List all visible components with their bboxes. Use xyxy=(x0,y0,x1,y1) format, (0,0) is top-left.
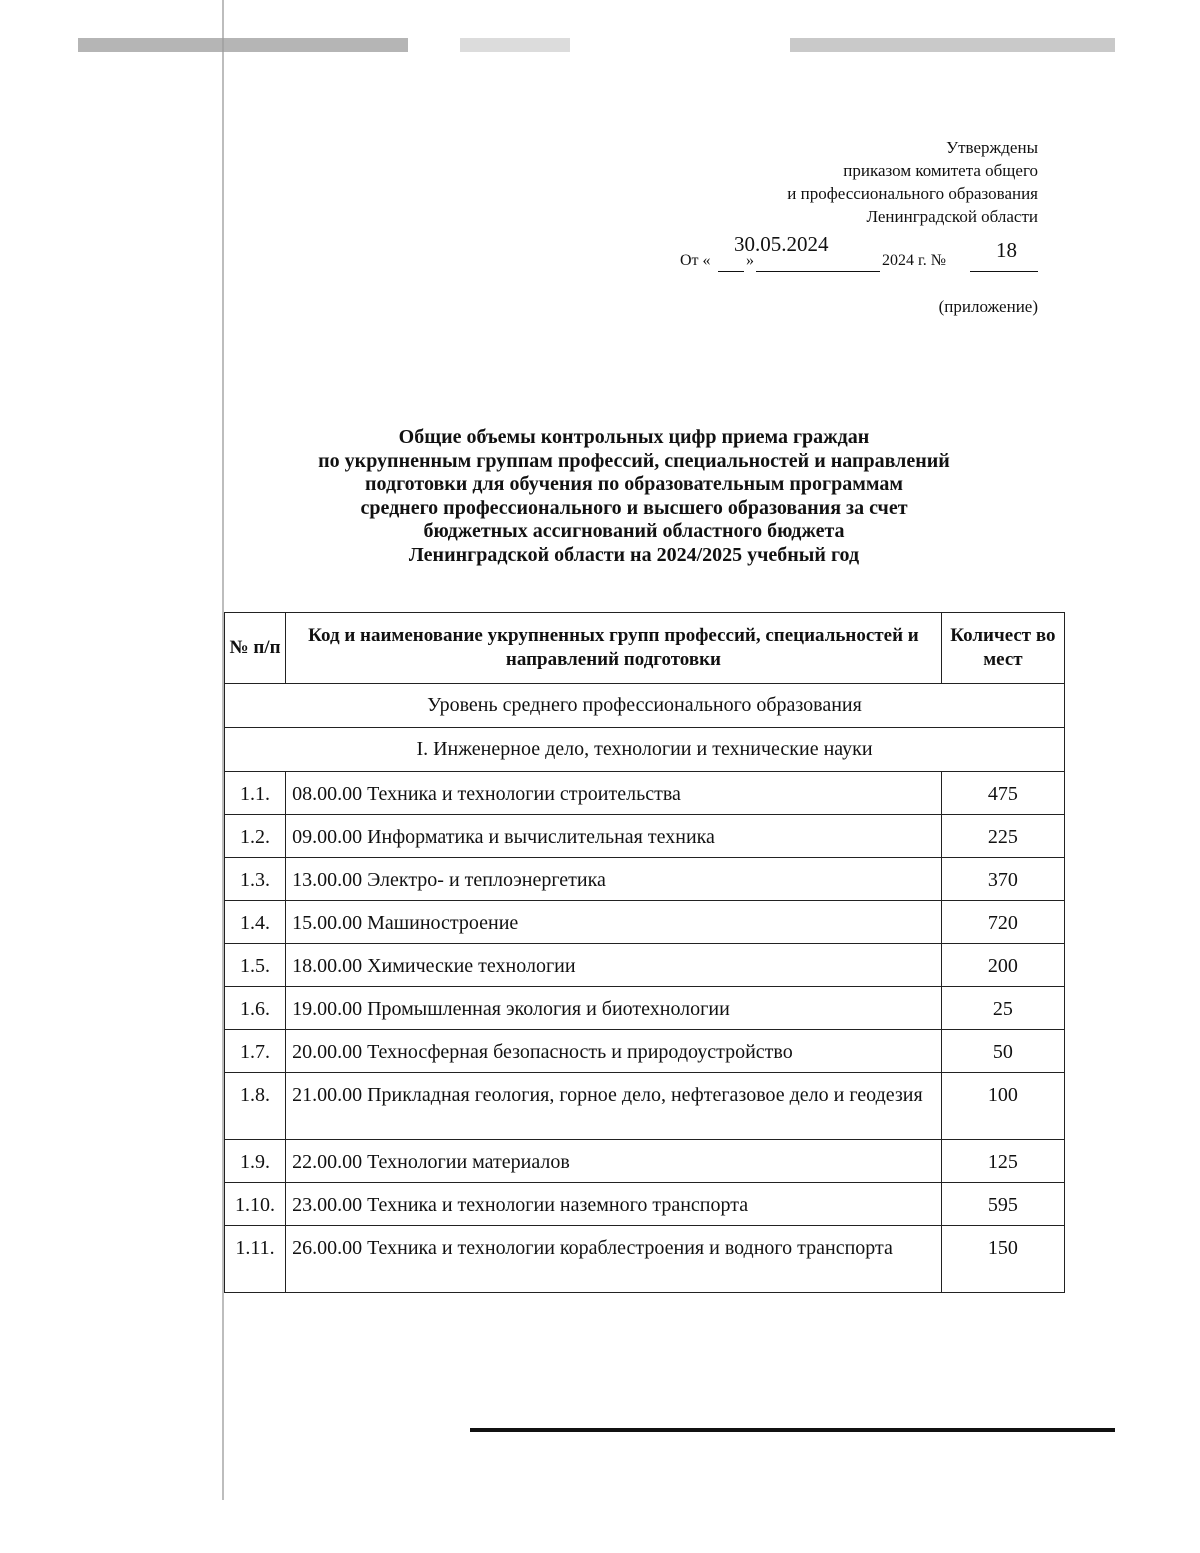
title-line: среднего профессионального и высшего образования за счет xyxy=(360,496,908,519)
admission-table xyxy=(224,612,1065,1293)
approval-line: приказом комитета общего xyxy=(843,161,1038,180)
title-line: Ленинградской области на 2024/2025 учебный год xyxy=(408,543,860,566)
level-heading: Уровень среднего профессионального образования xyxy=(225,684,1065,728)
row-number: 1.10. xyxy=(225,1183,286,1226)
section-row xyxy=(225,728,1065,772)
approval-line: и профессионального образования xyxy=(787,184,1038,203)
appendix-label: (приложение) xyxy=(938,297,1038,316)
row-quantity: 200 xyxy=(941,944,1064,987)
row-name: 18.00.00 Химические технологии xyxy=(286,944,942,987)
row-name: 23.00.00 Техника и технологии наземного транспорта xyxy=(286,1183,942,1226)
table-row xyxy=(225,987,1065,1030)
table-row xyxy=(225,1183,1065,1226)
row-name: 08.00.00 Техника и технологии строительства xyxy=(286,772,942,815)
title-line: подготовки для обучения по образовательным программам xyxy=(365,473,903,495)
row-quantity: 25 xyxy=(941,987,1064,1030)
row-quantity: 125 xyxy=(941,1140,1064,1183)
scan-artifact-top xyxy=(460,38,570,52)
row-number: 1.3. xyxy=(225,858,286,901)
table-row xyxy=(225,1226,1065,1293)
row-number: 1.1. xyxy=(225,772,286,815)
order-year: 2024 г. № xyxy=(882,252,947,269)
level-row xyxy=(225,684,1065,728)
row-name: 15.00.00 Машиностроение xyxy=(286,901,942,944)
row-name: 20.00.00 Техносферная безопасность и природоустройство xyxy=(286,1030,942,1073)
row-quantity: 50 xyxy=(941,1030,1064,1073)
row-number: 1.2. xyxy=(225,815,286,858)
title-line: Общие объемы контрольных цифр приема граждан xyxy=(398,426,870,448)
table-row xyxy=(225,944,1065,987)
scan-artifact-top xyxy=(78,38,408,52)
handwritten-number: 18 xyxy=(996,238,1017,262)
row-number: 1.6. xyxy=(225,987,286,1030)
scan-artifact-bottom xyxy=(470,1428,1115,1432)
row-quantity: 475 xyxy=(941,772,1064,815)
approval-line: Утверждены xyxy=(946,138,1038,157)
row-number: 1.5. xyxy=(225,944,286,987)
table-row xyxy=(225,858,1065,901)
row-quantity: 225 xyxy=(941,815,1064,858)
row-quantity: 100 xyxy=(941,1073,1064,1140)
title-line: бюджетных ассигнований областного бюджета xyxy=(423,520,845,542)
approval-line: Ленинградской области xyxy=(866,207,1038,226)
table-row xyxy=(225,1030,1065,1073)
header-num: № п/п xyxy=(225,613,286,684)
row-name: 22.00.00 Технологии материалов xyxy=(286,1140,942,1183)
approval-block xyxy=(787,136,1038,228)
scan-artifact-top xyxy=(790,38,1115,52)
section-heading: I. Инженерное дело, технологии и технические науки xyxy=(225,728,1065,772)
table-header-row xyxy=(225,613,1065,684)
order-underline xyxy=(970,271,1038,272)
row-number: 1.8. xyxy=(225,1073,286,1140)
row-number: 1.4. xyxy=(225,901,286,944)
order-line xyxy=(680,232,1040,274)
table-row xyxy=(225,815,1065,858)
row-quantity: 150 xyxy=(941,1226,1064,1293)
row-name: 19.00.00 Промышленная экология и биотехнологии xyxy=(286,987,942,1030)
order-underline xyxy=(718,271,744,272)
header-qty: Количест во мест xyxy=(941,613,1064,684)
table-row xyxy=(225,901,1065,944)
handwritten-date: 30.05.2024 xyxy=(734,232,829,256)
row-number: 1.9. xyxy=(225,1140,286,1183)
order-prefix: От « xyxy=(680,252,711,269)
table-row xyxy=(225,772,1065,815)
document-title xyxy=(224,426,1044,567)
header-name: Код и наименование укрупненных групп профессий, специальностей и направлений подготовки xyxy=(286,613,942,684)
row-quantity: 720 xyxy=(941,901,1064,944)
order-quote-close: » xyxy=(746,252,754,269)
title-line: по укрупненным группам профессий, специальностей и направлений xyxy=(318,449,950,472)
row-name: 13.00.00 Электро- и теплоэнергетика xyxy=(286,858,942,901)
row-quantity: 370 xyxy=(941,858,1064,901)
row-number: 1.11. xyxy=(225,1226,286,1293)
row-name: 21.00.00 Прикладная геология, горное дело, нефтегазовое дело и геодезия xyxy=(286,1073,942,1140)
table-row xyxy=(225,1073,1065,1140)
table-row xyxy=(225,1140,1065,1183)
row-number: 1.7. xyxy=(225,1030,286,1073)
row-name: 09.00.00 Информатика и вычислительная техника xyxy=(286,815,942,858)
order-underline xyxy=(756,271,880,272)
row-quantity: 595 xyxy=(941,1183,1064,1226)
row-name: 26.00.00 Техника и технологии кораблестроения и водного транспорта xyxy=(286,1226,942,1293)
